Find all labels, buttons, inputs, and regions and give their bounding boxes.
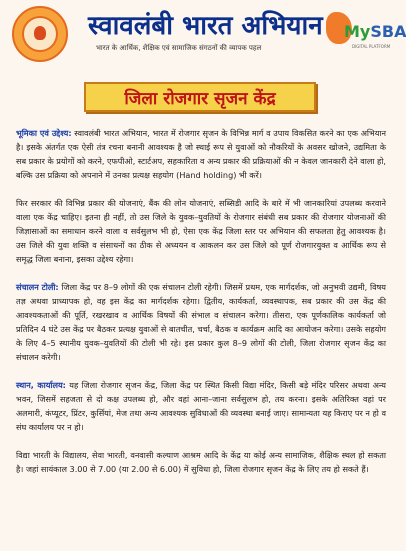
header	[0, 0, 406, 68]
mysba-logo	[322, 12, 406, 60]
mysba-brand-accent: SBA	[370, 22, 406, 41]
abhiyan-logo	[12, 6, 68, 62]
paragraph-text: जिला केंद्र पर 8–9 लोगों की एक संचालन टोली रहेगी। जिसमें प्रथम, एक मार्गदर्शक, जो अनुभवी उद्यमी, विषय तज्ञ अथवा प्राध्यापक हो, वह इस केंद्र का मार्गदर्शक रहेगा। द्वितीय, कार्यकर्ता, व्यवस्थापक, सब प्रकार की उस केंद्र की आवश्यकताओं की पूर्ति, रखरखाव व आर्थिक विषयों की संभाल व संचालन करेगा। तीसरा, एक पूर्णकालिक कार्यकर्ता जो प्रतिदिन 4 घंटे उस केंद्र पर बैठकर प्रत्यक्ष युवाओं से बातचीत, चर्चा, बैठक व कार्यक्रम आदि का आयोजन करेगा। उसके सहयोग के लिए 4–5 स्थानीय युवक–युवतियों की टोली भी रहे। इस प्रकार कुल 8–9 लोगों की टोली, जिला रोजगार सृजन केंद्र का संचालन करेगी।	[16, 282, 386, 362]
paragraph-text: फिर सरकार की विभिन्न प्रकार की योजनाएं, बैंक की लोन योजनाएं, सब्सिडी आदि के बारे में भी जानकारियां उपलब्ध करवाने वाला एक केंद्र चाहिए। इतना ही नहीं, तो उस जिले के युवक–युवतियों के रोजगार संबंधी सब प्रकार की रोजगार योजनाओं की जिज्ञासाओं का समाधान करने वाला व सर्वसुलभ भी हो, ऐसा एक केंद्र जिला स्तर पर अभियान की सफलता हेतु आवश्यक है। उस जिले की युवा शक्ति व संसाधनों का ठीक से अध्ययन व आकलन कर उस जिले को पूर्ण रोजगारयुक्त व आर्थिक रूप से समृद्ध जिला बनाना, इसका उद्देश्य रहेगा।	[16, 198, 386, 264]
paragraph-team	[16, 280, 386, 364]
paragraph-lead: भूमिका एवं उद्देश्य:	[16, 128, 72, 138]
page-title: स्वावलंबी भारत अभियान	[88, 11, 323, 41]
paragraph-intro	[16, 126, 386, 182]
paragraph-lead: संचालन टोली:	[16, 282, 59, 292]
paragraph-venues	[16, 448, 386, 476]
paragraph-location	[16, 378, 386, 434]
document-body	[16, 126, 386, 490]
paragraph-text: स्वावलंबी भारत अभियान, भारत में रोजगार सृजन के विभिन्न मार्ग व उपाय विकसित करने का एक अभियान है। इसके अंतर्गत एक ऐसी तंत्र रचना बनानी आवश्यक है जो स्थाई रूप से युवाओं को नौकरियों के अवसर खोजने, उद्यमिता के सब प्रकार के प्रयोगों को करने, एफपीओ, स्टार्टअप, सहकारिता व अन्य प्रकार की प्रक्रियाओं की न केवल जानकारी देने वाला हो, बल्कि उस प्रक्रिया को अपनाने में उनका प्रत्यक्ष सहयोग (Hand holding) भी करें।	[16, 128, 386, 180]
paragraph-text: विद्या भारती के विद्यालय, सेवा भारती, वनवासी कल्याण आश्रम आदि के केंद्र या कोई अन्य सामाजिक, शैक्षिक स्थल हो सकता है। जहां सायंकाल 3.00 से 7.00 (या 2.00 से 6.00) में सुविधा हो, जिला रोजगार सृजन केंद्र के लिए तय हो सकते हैं।	[16, 450, 386, 474]
mysba-tagline: DIGITAL PLATFORM	[352, 44, 391, 49]
page-subtitle: भारत के आर्थिक, शैक्षिक एवं सामाजिक संगठनों की व्यापक पहल	[96, 44, 262, 52]
mysba-brand: My	[344, 22, 371, 41]
section-banner	[84, 82, 316, 112]
banner-title: जिला रोजगार सृजन केंद्र	[124, 89, 276, 109]
paragraph-need	[16, 196, 386, 266]
paragraph-text: यह जिला रोजगार सृजन केंद्र, जिला केंद्र पर स्थित किसी विद्या मंदिर, किसी बड़े मंदिर परिसर अथवा अन्य भवन, जिसमें सहजता से दो कक्ष उपलब्ध हो, और वहां आना–जाना सर्वसुलभ हो, तय करना। इसके अतिरिक्त वहां पर अलमारी, कंप्यूटर, प्रिंटर, कुर्सियां, मेज तथा अन्य आवश्यक सुविधाओं की व्यवस्था बनाई जाए। सामान्यता यह किराए पर न हो व संघ कार्यालय पर न हो।	[16, 380, 386, 432]
paragraph-lead: स्थान, कार्यालय:	[16, 380, 66, 390]
